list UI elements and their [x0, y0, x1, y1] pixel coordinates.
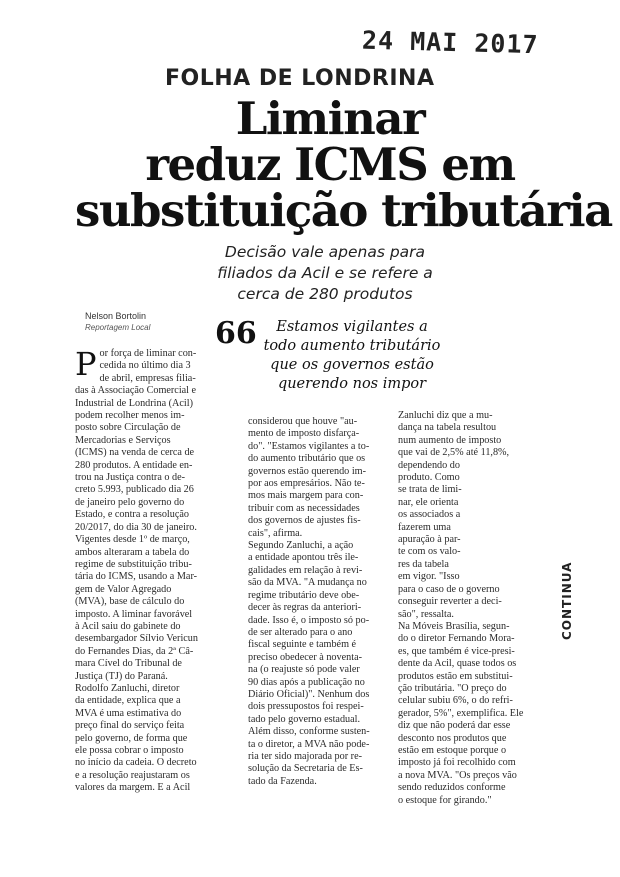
subtitle-line: filiados da Acil e se refere a	[217, 264, 433, 282]
article-text-line: es, que também é vice-presi-	[398, 645, 515, 657]
article-text-line: Diário Oficial)". Nenhum dos	[248, 688, 370, 700]
article-text-line: ambos alteraram a tabela do	[75, 546, 190, 558]
article-text-line: or força de liminar con-	[99, 348, 197, 359]
article-text-line: galidades em relação à revi-	[248, 564, 363, 576]
article-text-line: fiscal seguinte e também é	[248, 639, 357, 651]
article-text-line: Na Móveis Brasília, segun-	[398, 620, 510, 632]
article-text-line: Segundo Zanluchi, a ação	[248, 540, 354, 552]
author-role: Reportagem Local	[85, 323, 151, 332]
article-text-line: gem de Valor Agregado	[75, 583, 172, 595]
article-text-line: posto sobre Circulação de	[75, 422, 181, 434]
article-text-line: cedida no último dia 3	[99, 360, 191, 372]
article-text-line: ta o diretor, a MVA não pode-	[248, 738, 370, 750]
article-column-2	[248, 416, 370, 788]
article-text-line: (MVA), base de cálculo do	[75, 596, 185, 608]
article-text-line: Além disso, conforme susten-	[248, 726, 370, 738]
article-text-line: ele possa cobrar o imposto	[75, 745, 184, 756]
article-text-line: podem recolher menos im-	[75, 410, 185, 422]
headline-line: reduz ICMS em	[145, 138, 515, 191]
article-text-line: creto 5.993, publicado dia 26	[75, 484, 194, 496]
date-stamp: 24 MAI 2017	[361, 25, 539, 60]
article-text-line: os associados a	[398, 509, 461, 521]
article-text-line: 20/2017, do dia 30 de janeiro.	[75, 521, 197, 533]
article-text-line: Rodolfo Zanluchi, diretor	[75, 682, 180, 694]
article-text-line: da entidade, explica que a	[75, 695, 181, 707]
article-text-line: 280 produtos. A entidade en-	[75, 459, 193, 471]
article-text-line: das à Associação Comercial e	[75, 385, 197, 397]
article-text-line: na (o reajuste só pode valer	[248, 664, 360, 676]
pull-quote	[242, 318, 462, 394]
article-text-line: para o caso de o governo	[398, 583, 500, 595]
article-text-line: governos estão querendo im-	[248, 465, 366, 477]
article-text-line: se trata de limi-	[398, 484, 462, 496]
article-text-line: valores da margem. E a Acil	[75, 782, 191, 794]
article-text-line: ria ter sido majorada por re-	[248, 750, 362, 762]
article-text-line: conseguir reverter a deci-	[398, 596, 502, 608]
article-text-line: Zanluchi diz que a mu-	[398, 410, 493, 421]
article-text-line: são da MVA. "A mudança no	[248, 577, 367, 589]
article-text-line: dade. Isso é, o imposto só po-	[248, 614, 370, 626]
article-text-line: estão em estoque porque o	[398, 744, 507, 756]
article-text-line: mara Cível do Tribunal de	[75, 658, 182, 670]
article-text-line: preciso obedecer à noventa-	[248, 651, 362, 663]
byline	[85, 310, 195, 334]
author-name: Nelson Bortolin	[85, 311, 147, 321]
article-text-line: pelo governo, de forma que	[75, 732, 188, 744]
article-column-1	[75, 345, 198, 795]
article-text-line: dança na tabela resultou	[398, 422, 497, 434]
article-text-line: Justiça (TJ) do Paraná.	[75, 670, 168, 682]
article-text-line: de abril, empresas filia-	[99, 372, 196, 384]
article-text-line: num aumento de imposto	[398, 434, 502, 446]
pull-quote-line: todo aumento tributário	[263, 338, 441, 354]
pull-quote-line: Estamos vigilantes a	[276, 319, 428, 335]
article-text-line: no início da cadeia. O decreto	[75, 757, 197, 769]
article-text-line: de ser alterado para o ano	[248, 626, 353, 638]
article-text-line: (ICMS) na venda de cerca de	[75, 447, 195, 459]
pull-quote-line: querendo nos impor	[277, 376, 427, 392]
article-text-line: MVA é uma estimativa do	[75, 707, 182, 719]
article-text-line: Mercadorias e Serviços	[75, 434, 171, 446]
continued-label: CONTINUA	[560, 561, 574, 640]
subtitle-line: cerca de 280 produtos	[237, 285, 413, 303]
article-text-line: tado pelo governo estadual.	[248, 713, 361, 725]
article-text-line: 90 dias após a publicação no	[248, 676, 365, 688]
article-text-line: tária do ICMS, usando a Mar-	[75, 571, 198, 583]
article-text-line: a entidade apontou três ile-	[248, 552, 359, 564]
article-text-line: de janeiro pelo governo do	[75, 496, 185, 508]
article-text-line: diz que não poderá dar esse	[398, 720, 511, 732]
article-text-line: tribuir com as necessidades	[248, 502, 360, 514]
article-text-line: e a resolução reajustaram os	[75, 769, 190, 781]
article-text-line: considerou que houve "au-	[248, 416, 358, 427]
article-text-line: cais", afirma.	[248, 527, 303, 539]
pull-quote-line: que os governos estão	[270, 357, 434, 373]
article-text-line: a nova MVA. "Os preços vão	[398, 769, 517, 781]
article-text-line: res da tabela	[398, 558, 449, 570]
article-text-line: desembargador Sílvio Vericun	[75, 633, 198, 645]
article-text-line: tado da Fazenda.	[248, 775, 317, 787]
article-text-line: produtos estão em substitui-	[398, 670, 513, 682]
subtitle-line: Decisão vale apenas para	[224, 243, 426, 261]
drop-cap: P	[75, 345, 97, 383]
article-text-line: apuração à par-	[398, 534, 461, 546]
quote-mark-icon: 66	[215, 316, 257, 351]
article-text-line: Vigentes desde 1º de março,	[75, 534, 190, 546]
article-text-line: regime de substituição tribu-	[75, 558, 192, 570]
article-text-line: Industrial de Londrina (Acil)	[75, 397, 193, 409]
article-text-line: nar, ele orienta	[398, 496, 459, 508]
headline	[75, 92, 612, 237]
article-text-line: dos governos de ajustes fis-	[248, 515, 361, 527]
article-text-line: trou na Justiça contra o de-	[75, 472, 186, 484]
article-text-line: te com os valo-	[398, 546, 461, 558]
article-text-line: o estoque for girando."	[398, 794, 492, 806]
article-text-line: do Fernandes Dias, da 2ª Câ-	[75, 645, 194, 657]
article-text-line: dois pressupostos foi respei-	[248, 701, 364, 713]
article-text-line: preço final do serviço feita	[75, 720, 185, 732]
article-text-line: do aumento tributário que os	[248, 453, 366, 465]
article-text-line: em vigor. "Isso	[398, 571, 460, 583]
article-text-line: imposto já foi recolhido com	[398, 757, 516, 769]
article-text-line: à Acil saiu do gabinete do	[75, 620, 181, 632]
newspaper-name: FOLHA DE LONDRINA	[165, 66, 435, 91]
article-text-line: desconto nos produtos que	[398, 732, 507, 744]
article-text-line: são", ressalta.	[398, 608, 454, 620]
article-text-line: Estado, e contra a resolução	[75, 509, 189, 521]
article-text-line: imposto. A liminar favorável	[75, 608, 193, 620]
article-text-line: fazerem uma	[398, 521, 451, 533]
headline-line: substituição tributária	[75, 184, 612, 237]
article-text-line: por aos empresários. Não te-	[248, 478, 365, 490]
article-text-line: do". "Estamos vigilantes a to-	[248, 440, 370, 452]
article-text-line: solução da Secretaria de Es-	[248, 763, 363, 775]
article-text-line: que vai de 2,5% até 11,8%,	[398, 447, 510, 459]
article-text-line: regime tributário deve obe-	[248, 589, 360, 601]
headline-line: Liminar	[235, 92, 425, 145]
article-text-line: decer às regras da anteriori-	[248, 602, 362, 614]
article-text-line: dente da Acil, quase todos os	[398, 658, 517, 670]
article-text-line: mos mais margem para con-	[248, 490, 364, 502]
article-column-3	[398, 410, 524, 807]
subtitle	[180, 242, 470, 305]
article-text-line: dependendo do	[398, 459, 460, 471]
article-text-line: do o diretor Fernando Mora-	[398, 633, 515, 645]
article-text-line: mento de imposto disfarça-	[248, 428, 360, 440]
article-text-line: ção tributária. "O preço do	[398, 682, 507, 694]
article-text-line: celular subiu 6%, o do refri-	[398, 695, 513, 707]
article-text-line: gerador, 5%", exemplifica. Ele	[398, 707, 524, 719]
article-text-line: sendo reduzidos conforme	[398, 782, 506, 794]
article-text-line: produto. Como	[398, 472, 460, 484]
